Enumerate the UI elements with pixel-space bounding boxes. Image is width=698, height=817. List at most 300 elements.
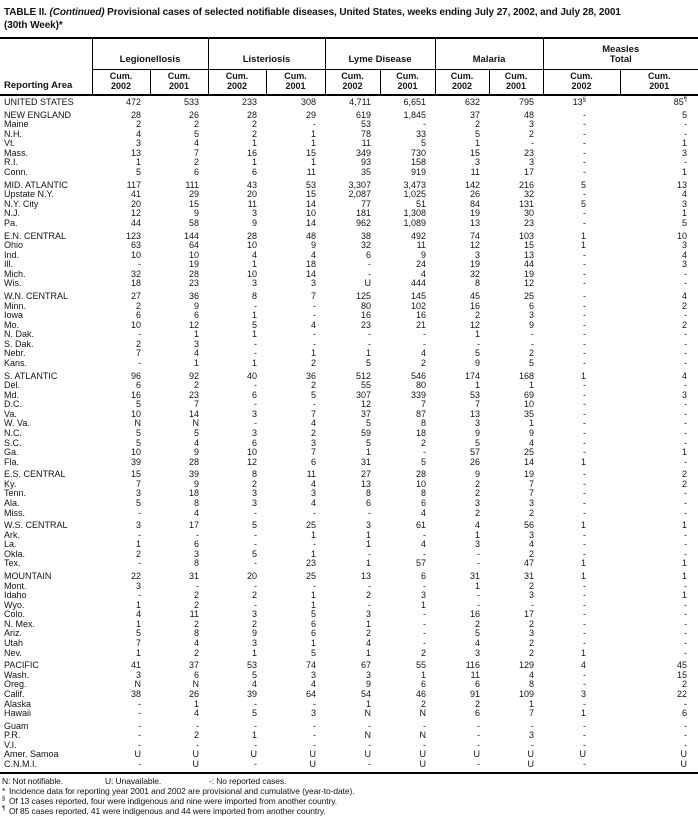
value-cell: -: [380, 120, 435, 130]
value-cell: 3: [150, 550, 208, 560]
value-cell: 6: [266, 629, 325, 639]
measles-label-line2: Total: [544, 55, 698, 65]
value-cell: 11: [208, 200, 266, 210]
value-cell: -: [266, 582, 325, 592]
value-cell: 3: [380, 591, 435, 601]
value-cell: 7: [150, 149, 208, 159]
reporting-area-cell: Iowa: [0, 311, 92, 321]
value-cell: -: [620, 349, 698, 359]
reporting-area-cell: La.: [0, 540, 92, 550]
table-row: [0, 439, 698, 449]
value-cell: -: [543, 270, 620, 280]
value-cell: 2: [380, 700, 435, 710]
table-row: [0, 120, 698, 130]
value-cell: 57: [380, 559, 435, 569]
value-cell: 41: [92, 661, 150, 671]
table-row: [0, 722, 698, 732]
table-row: [0, 731, 698, 741]
value-cell: 9: [150, 209, 208, 219]
value-cell: 10: [208, 270, 266, 280]
table-row: [0, 232, 698, 242]
reporting-area-cell: MID. ATLANTIC: [0, 181, 92, 191]
value-cell: 5: [435, 349, 489, 359]
value-cell: 5: [435, 439, 489, 449]
value-cell: 3: [266, 671, 325, 681]
value-cell: 10: [380, 480, 435, 490]
value-cell: 4,711: [325, 95, 380, 108]
value-cell: 103: [489, 232, 543, 242]
value-cell: 3: [435, 649, 489, 659]
value-cell: 2: [150, 381, 208, 391]
value-cell: 5: [543, 181, 620, 191]
value-cell: 2: [92, 550, 150, 560]
value-cell: 3: [208, 639, 266, 649]
value-cell: 730: [380, 149, 435, 159]
value-cell: 9: [435, 359, 489, 369]
value-cell: 23: [325, 321, 380, 331]
value-cell: -: [620, 582, 698, 592]
value-cell: 9: [150, 302, 208, 312]
value-cell: 80: [325, 302, 380, 312]
value-cell: -: [543, 629, 620, 639]
value-cell: -: [543, 448, 620, 458]
value-cell: -: [620, 722, 698, 732]
value-cell: U: [325, 279, 380, 289]
value-cell: 38: [325, 232, 380, 242]
value-cell: 32: [92, 270, 150, 280]
value-cell: 67: [325, 661, 380, 671]
measles-label-line1: Measles: [544, 45, 698, 55]
value-cell: 2: [620, 470, 698, 480]
value-cell: 45: [620, 661, 698, 671]
value-cell: 9: [435, 429, 489, 439]
value-cell: 8: [380, 489, 435, 499]
value-cell: 1: [620, 572, 698, 582]
value-cell: -: [543, 158, 620, 168]
value-cell: 1: [325, 531, 380, 541]
value-cell: 4: [208, 680, 266, 690]
value-cell: 102: [380, 302, 435, 312]
value-cell: 11: [435, 168, 489, 178]
value-cell: 5: [266, 610, 325, 620]
value-cell: 111: [150, 181, 208, 191]
value-cell: 2: [435, 700, 489, 710]
value-cell: -: [543, 760, 620, 770]
value-cell: N: [325, 709, 380, 719]
value-cell: 10: [620, 232, 698, 242]
value-cell: 1: [266, 158, 325, 168]
table-row: [0, 582, 698, 592]
value-cell: -: [266, 311, 325, 321]
table-row: [0, 139, 698, 149]
reporting-area-cell: Wyo.: [0, 601, 92, 611]
reporting-area-cell: Va.: [0, 410, 92, 420]
value-cell: -: [325, 722, 380, 732]
value-cell: 9: [325, 680, 380, 690]
value-cell: 3: [435, 419, 489, 429]
value-cell: -: [92, 330, 150, 340]
reporting-area-cell: Mo.: [0, 321, 92, 331]
value-cell: 17: [150, 521, 208, 531]
value-cell: 1,089: [380, 219, 435, 229]
value-cell: 18: [380, 429, 435, 439]
value-cell: 6: [380, 680, 435, 690]
value-cell: 9: [266, 241, 325, 251]
value-cell: -: [208, 559, 266, 569]
value-cell: 5: [150, 130, 208, 140]
value-cell: -: [543, 130, 620, 140]
value-cell: 2: [435, 120, 489, 130]
value-cell: 5: [92, 499, 150, 509]
value-cell: 492: [380, 232, 435, 242]
reporting-area-cell: Nev.: [0, 649, 92, 659]
value-cell: 7: [489, 480, 543, 490]
table-row: [0, 219, 698, 229]
value-cell: -: [92, 260, 150, 270]
value-cell: 2: [489, 130, 543, 140]
value-cell: 3: [435, 499, 489, 509]
value-cell: 31: [325, 458, 380, 468]
value-cell: 16: [208, 149, 266, 159]
value-cell: -: [208, 381, 266, 391]
value-cell: 15: [150, 200, 208, 210]
value-cell: -: [266, 700, 325, 710]
value-cell: 6: [266, 620, 325, 630]
value-cell: 51: [380, 200, 435, 210]
value-cell: 6: [380, 499, 435, 509]
value-cell: 16: [325, 311, 380, 321]
value-cell: N: [380, 709, 435, 719]
reporting-area-cell: Ohio: [0, 241, 92, 251]
value-cell: 15: [266, 190, 325, 200]
value-cell: -: [266, 722, 325, 732]
table-row: [0, 209, 698, 219]
table-row: [0, 559, 698, 569]
value-cell: 23: [150, 391, 208, 401]
value-cell: 1: [489, 700, 543, 710]
value-cell: 2: [150, 731, 208, 741]
value-cell: 4: [325, 639, 380, 649]
value-cell: 39: [150, 470, 208, 480]
value-cell: 2: [150, 158, 208, 168]
value-cell: 1: [435, 531, 489, 541]
value-cell: 7: [266, 410, 325, 420]
value-cell: 55: [325, 381, 380, 391]
value-cell: 5: [208, 671, 266, 681]
value-cell: 64: [266, 690, 325, 700]
value-cell: 145: [380, 292, 435, 302]
reporting-area-cell: Ill.: [0, 260, 92, 270]
reporting-area-cell: W. Va.: [0, 419, 92, 429]
value-cell: -: [543, 680, 620, 690]
value-cell: 12: [325, 400, 380, 410]
value-cell: 6: [325, 499, 380, 509]
reporting-area-cell: MOUNTAIN: [0, 572, 92, 582]
value-cell: 2: [489, 620, 543, 630]
table-row: [0, 400, 698, 410]
value-cell: 28: [208, 111, 266, 121]
value-cell: 4: [543, 661, 620, 671]
value-cell: 1: [325, 448, 380, 458]
value-cell: 3: [150, 340, 208, 350]
value-cell: 2: [92, 340, 150, 350]
value-cell: 1: [208, 649, 266, 659]
value-cell: -: [620, 330, 698, 340]
value-cell: 10: [92, 251, 150, 261]
value-cell: -: [543, 731, 620, 741]
value-cell: -: [208, 760, 266, 770]
value-cell: 10: [208, 448, 266, 458]
value-cell: -: [266, 731, 325, 741]
value-cell: -: [92, 760, 150, 770]
value-cell: 35: [325, 168, 380, 178]
value-cell: 15: [620, 671, 698, 681]
value-cell: 3: [489, 629, 543, 639]
value-cell: -: [543, 419, 620, 429]
value-cell: -: [208, 349, 266, 359]
value-cell: 1: [208, 359, 266, 369]
value-cell: 92: [150, 372, 208, 382]
value-cell: -: [620, 270, 698, 280]
table-row: [0, 709, 698, 719]
table-row: [0, 489, 698, 499]
table-row: [0, 200, 698, 210]
value-cell: 1: [380, 671, 435, 681]
value-cell: 2: [150, 601, 208, 611]
value-cell: 2: [208, 130, 266, 140]
value-cell: 10: [150, 251, 208, 261]
value-cell: -: [543, 149, 620, 159]
value-cell: N: [380, 731, 435, 741]
value-cell: -: [543, 639, 620, 649]
group-header-legionellosis: Legionellosis: [92, 38, 208, 70]
value-cell: -: [620, 410, 698, 420]
value-cell: 64: [150, 241, 208, 251]
value-cell: -: [543, 209, 620, 219]
value-cell: 45: [435, 292, 489, 302]
value-cell: 13: [620, 181, 698, 191]
value-cell: 12: [435, 241, 489, 251]
table-row: [0, 540, 698, 550]
value-cell: 4: [266, 251, 325, 261]
value-cell: -: [435, 760, 489, 770]
table-row: [0, 279, 698, 289]
value-cell: -: [208, 741, 266, 751]
reporting-area-cell: Calif.: [0, 690, 92, 700]
value-cell: 512: [325, 372, 380, 382]
value-cell: -: [620, 130, 698, 140]
value-cell: 8: [150, 559, 208, 569]
value-cell: 36: [266, 372, 325, 382]
value-cell: 8: [489, 680, 543, 690]
value-cell: 1: [208, 139, 266, 149]
value-cell: -: [435, 741, 489, 751]
value-cell: -: [325, 260, 380, 270]
value-cell: 87: [380, 410, 435, 420]
col-header-listeriosis-2002: Cum. 2002: [208, 70, 266, 96]
footnote-85-cases: ¶ Of 85 cases reported, 41 were indigenous and 44 were imported from another country.: [2, 806, 698, 816]
value-cell: 7: [92, 639, 150, 649]
value-cell: 11: [150, 610, 208, 620]
value-cell: 16: [380, 311, 435, 321]
col-header-legionellosis-2001: Cum. 2001: [150, 70, 208, 96]
value-cell: -: [435, 559, 489, 569]
value-cell: 7: [380, 400, 435, 410]
value-cell: 23: [266, 559, 325, 569]
reporting-area-cell: Ariz.: [0, 629, 92, 639]
value-cell: 37: [435, 111, 489, 121]
value-cell: -: [435, 601, 489, 611]
value-cell: 2: [435, 480, 489, 490]
value-cell: 158: [380, 158, 435, 168]
value-cell: U: [92, 750, 150, 760]
reporting-area-cell: Conn.: [0, 168, 92, 178]
value-cell: 1: [620, 139, 698, 149]
legend-unavailable: U: Unavailable.: [105, 776, 209, 786]
value-cell: 85¶: [620, 95, 698, 108]
value-cell: 3: [208, 610, 266, 620]
reporting-area-cell: R.I.: [0, 158, 92, 168]
value-cell: 2: [489, 509, 543, 519]
value-cell: 5: [543, 200, 620, 210]
value-cell: 6: [435, 709, 489, 719]
table-row: [0, 311, 698, 321]
table-row: [0, 448, 698, 458]
reporting-area-cell: NEW ENGLAND: [0, 111, 92, 121]
value-cell: 5: [266, 391, 325, 401]
group-header-listeriosis: Listeriosis: [208, 38, 325, 70]
value-cell: -: [543, 391, 620, 401]
value-cell: N: [92, 419, 150, 429]
value-cell: 5: [380, 139, 435, 149]
value-cell: U: [620, 760, 698, 770]
value-cell: -: [543, 302, 620, 312]
value-cell: 29: [266, 111, 325, 121]
value-cell: 5: [325, 419, 380, 429]
value-cell: 1: [435, 330, 489, 340]
value-cell: 3: [543, 690, 620, 700]
table-row: [0, 610, 698, 620]
value-cell: 1: [325, 349, 380, 359]
value-cell: 123: [92, 232, 150, 242]
reporting-area-cell: Kans.: [0, 359, 92, 369]
value-cell: -: [266, 540, 325, 550]
reporting-area-cell: N.Y. City: [0, 200, 92, 210]
value-cell: 2: [489, 582, 543, 592]
value-cell: 1: [325, 559, 380, 569]
value-cell: U: [620, 750, 698, 760]
table-row: [0, 760, 698, 770]
value-cell: -: [620, 359, 698, 369]
table-row: [0, 620, 698, 630]
value-cell: 1: [92, 620, 150, 630]
value-cell: -: [620, 639, 698, 649]
value-cell: 3: [435, 158, 489, 168]
value-cell: -: [543, 550, 620, 560]
value-cell: 2: [266, 381, 325, 391]
value-cell: -: [208, 509, 266, 519]
value-cell: 3: [92, 489, 150, 499]
value-cell: -: [620, 279, 698, 289]
value-cell: 142: [435, 181, 489, 191]
value-cell: -: [543, 292, 620, 302]
value-cell: -: [543, 120, 620, 130]
value-cell: 19: [150, 260, 208, 270]
table-row: [0, 391, 698, 401]
value-cell: 20: [208, 190, 266, 200]
value-cell: 5: [620, 111, 698, 121]
value-cell: 14: [266, 270, 325, 280]
reporting-area-cell: N.J.: [0, 209, 92, 219]
value-cell: -: [92, 722, 150, 732]
value-cell: -: [150, 722, 208, 732]
value-cell: 2: [150, 120, 208, 130]
reporting-area-cell: Md.: [0, 391, 92, 401]
value-cell: 472: [92, 95, 150, 108]
table-row: [0, 470, 698, 480]
group-header-lyme-disease: Lyme Disease: [325, 38, 435, 70]
value-cell: -: [92, 359, 150, 369]
value-cell: 1: [325, 620, 380, 630]
table-row: [0, 629, 698, 639]
value-cell: 131: [489, 200, 543, 210]
value-cell: -: [620, 601, 698, 611]
value-cell: 5: [208, 321, 266, 331]
value-cell: -: [435, 722, 489, 732]
value-cell: -: [435, 550, 489, 560]
value-cell: -: [543, 400, 620, 410]
value-cell: -: [208, 419, 266, 429]
value-cell: 6: [208, 391, 266, 401]
value-cell: 4: [489, 439, 543, 449]
value-cell: 6: [266, 458, 325, 468]
value-cell: 17: [489, 168, 543, 178]
value-cell: 5: [266, 649, 325, 659]
value-cell: -: [620, 531, 698, 541]
value-cell: -: [543, 359, 620, 369]
value-cell: 48: [266, 232, 325, 242]
reporting-area-cell: Colo.: [0, 610, 92, 620]
value-cell: 22: [620, 690, 698, 700]
value-cell: 11: [325, 139, 380, 149]
reporting-area-cell: Idaho: [0, 591, 92, 601]
col-header-lyme-2001: Cum. 2001: [380, 70, 435, 96]
value-cell: 1: [489, 419, 543, 429]
value-cell: 4: [150, 349, 208, 359]
value-cell: -: [620, 499, 698, 509]
table-row: [0, 270, 698, 280]
value-cell: -: [325, 550, 380, 560]
reporting-area-cell: Miss.: [0, 509, 92, 519]
value-cell: 3: [620, 260, 698, 270]
value-cell: -: [620, 741, 698, 751]
value-cell: 1: [620, 209, 698, 219]
value-cell: 3: [266, 279, 325, 289]
table-row: [0, 531, 698, 541]
value-cell: -: [435, 731, 489, 741]
value-cell: 8: [150, 499, 208, 509]
value-cell: -: [92, 509, 150, 519]
value-cell: 96: [92, 372, 150, 382]
value-cell: 117: [92, 181, 150, 191]
value-cell: U: [150, 750, 208, 760]
value-cell: 40: [208, 372, 266, 382]
reporting-area-cell: Upstate N.Y.: [0, 190, 92, 200]
value-cell: 27: [92, 292, 150, 302]
value-cell: 28: [92, 111, 150, 121]
value-cell: 1: [543, 458, 620, 468]
col-header-lyme-2002: Cum. 2002: [325, 70, 380, 96]
